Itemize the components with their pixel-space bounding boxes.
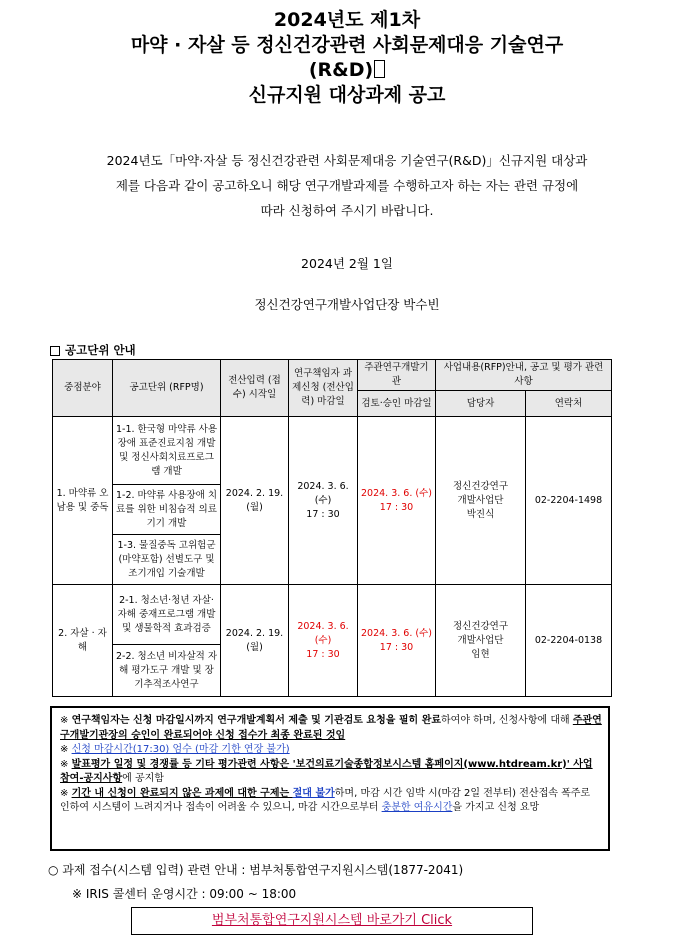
square-bullet-icon	[50, 346, 60, 356]
notice-text: 하며, 마감 시간 임박 시(마감 2일 전부터) 전산접속 폭주로 인하여 시스템이 느려지거나 접속이 어려울 수 있으니, 마감 시간으로부터	[60, 787, 591, 813]
agency-deadline-cell	[358, 417, 436, 585]
researcher-date: 2024. 3. 6. (수)	[297, 480, 349, 506]
notice-item	[60, 758, 602, 787]
contact-cell: 02-2204-1498	[526, 417, 612, 585]
start-date: 2024. 2. 19.	[225, 487, 284, 499]
table-row	[53, 417, 612, 485]
table-row	[53, 585, 612, 645]
notice-text: 을 가지고 신청 요망	[452, 802, 540, 813]
section-heading-text: 공고단위 안내	[65, 343, 136, 357]
reference-mark-icon: ※	[60, 758, 69, 770]
reference-mark-icon: ※	[60, 744, 69, 755]
header-manager: 담당자	[436, 391, 526, 417]
notice-text: 에 공지함	[122, 773, 164, 784]
page-title	[0, 8, 694, 108]
header-field: 중점분야	[53, 360, 113, 417]
iris-link-button[interactable]: 범부처통합연구지원시스템 바로가기 Click	[131, 907, 533, 935]
notice-emphasis: 신청 마감시간(17:30) 엄수 (마감 기한 연장 불가)	[71, 744, 290, 755]
submission-guide: ○ 과제 접수(시스템 입력) 관련 안내 : 범부처통합연구지원시스템(1877-2041)	[48, 863, 464, 877]
intro-line-1: 2024년도「마약·자살 등 정신건강관련 사회문제대응 기술연구(R&D)」신규지원 대상과	[106, 153, 588, 168]
header-agency-top: 주관연구개발기관	[358, 360, 436, 391]
rfp-cell: 1-3. 물질중독 고위험군(마약포함) 선별도구 및 조기개입 기술개발	[113, 535, 221, 585]
manager-line: 개발사업단	[457, 494, 504, 506]
header-researcher-deadline: 연구책임자 과제신청 (전산입력) 마감일	[289, 360, 358, 417]
organization-head: 정신건강연구개발사업단장 박수빈	[254, 297, 440, 312]
notice-text: 연구책임자는 신청 마감일시까지 연구개발계획서 제출 및 기관검토 요청을 필히 완료	[71, 715, 442, 726]
agency-date: 2024. 3. 6. (수)	[361, 487, 432, 499]
researcher-deadline-cell	[289, 585, 358, 697]
start-day: (월)	[246, 641, 263, 653]
researcher-time: 17 : 30	[306, 508, 340, 520]
start-day: (월)	[246, 501, 263, 513]
researcher-time: 17 : 30	[306, 648, 340, 660]
title-line-2: 마약 · 자살 등 정신건강관련 사회문제대응 기술연구	[130, 34, 564, 56]
notice-emphasis: 발표평가 일정 및 경쟁률 등 기타 평가관련 사항은 '보건의료기술종합정보시스템 홈페이지(www.htdream.kr)' 사업참여-공지사항	[60, 758, 593, 784]
intro-line-2: 제를 다음과 같이 공고하오니 해당 연구개발과제를 수행하고자 하는 자는 관련 규정에	[115, 178, 579, 193]
field-cell: 2. 자살 · 자해	[53, 585, 113, 697]
researcher-date: 2024. 3. 6. (수)	[297, 620, 349, 646]
agency-time: 17 : 30	[379, 641, 414, 653]
section-heading	[50, 342, 136, 358]
notice-emphasis: 충분한 여유시간	[381, 802, 453, 813]
field-cell: 1. 마약류 오남용 및 중독	[53, 417, 113, 585]
notice-item	[60, 743, 602, 758]
header-rfp: 사업내용(RFP)안내, 공고 및 평가 관련 사항	[436, 360, 612, 391]
iris-callcenter-hours: ※ IRIS 콜센터 운영시간 : 09:00 ~ 18:00	[72, 887, 297, 901]
header-contact: 연락처	[526, 391, 612, 417]
rfp-cell: 1-2. 마약류 사용장애 치료를 위한 비침습적 의료기기 개발	[113, 485, 221, 535]
notice-item	[60, 714, 602, 743]
manager-line: 정신건강연구	[452, 620, 509, 632]
header-agency-bottom: 검토·승인 마감일	[358, 391, 436, 417]
notice-box	[50, 706, 610, 851]
missing-glyph-icon	[374, 60, 385, 78]
notice-text: 하여야 하며, 신청사항에 대해	[441, 715, 573, 726]
title-line-4: 신규지원 대상과제 공고	[248, 84, 446, 106]
reference-mark-icon: ※	[60, 715, 69, 726]
title-line-1: 2024년도 제1차	[273, 9, 421, 31]
manager-line: 개발사업단	[457, 634, 504, 646]
announcement-table	[52, 359, 612, 697]
rfp-cell: 1-1. 한국형 마약류 사용장애 표준진료지침 개발 및 정신사회치료프로그램 개발	[113, 417, 221, 485]
agency-time: 17 : 30	[379, 501, 414, 513]
manager-name: 임현	[471, 648, 490, 660]
title-line-3	[0, 58, 694, 83]
notice-emphasis: 기간 내 신청이 완료되지 않은 과제에 대한 구제는	[71, 787, 293, 799]
agency-deadline-cell	[358, 585, 436, 697]
header-start: 전산입력 (접수) 시작일	[221, 360, 289, 417]
title-line-3-text: (R&D)	[308, 59, 374, 81]
manager-cell	[436, 417, 526, 585]
header-unit: 공고단위 (RFP명)	[113, 360, 221, 417]
start-date: 2024. 2. 19.	[225, 627, 284, 639]
rfp-cell: 2-2. 청소년 비자살적 자해 평가도구 개발 및 장기추적조사연구	[113, 645, 221, 697]
notice-emphasis: 주관연구개발기관장의 승인이 완료되어야 신청 접수가 최종 완료된 것임	[60, 715, 602, 741]
intro-paragraph	[40, 148, 654, 223]
manager-line: 정신건강연구	[452, 480, 509, 492]
intro-line-3: 따라 신청하여 주시기 바랍니다.	[260, 203, 434, 218]
announcement-date: 2024년 2월 1일	[301, 256, 393, 271]
manager-cell	[436, 585, 526, 697]
start-date-cell	[221, 585, 289, 697]
notice-emphasis: 절대 불가	[292, 787, 335, 799]
reference-mark-icon: ※	[60, 787, 69, 799]
contact-cell: 02-2204-0138	[526, 585, 612, 697]
notice-item	[60, 787, 602, 816]
manager-name: 박진식	[466, 508, 495, 520]
rfp-cell: 2-1. 청소년·청년 자살·자해 중재프로그램 개발 및 생물학적 효과검증	[113, 585, 221, 645]
start-date-cell	[221, 417, 289, 585]
agency-date: 2024. 3. 6. (수)	[361, 627, 432, 639]
researcher-deadline-cell	[289, 417, 358, 585]
